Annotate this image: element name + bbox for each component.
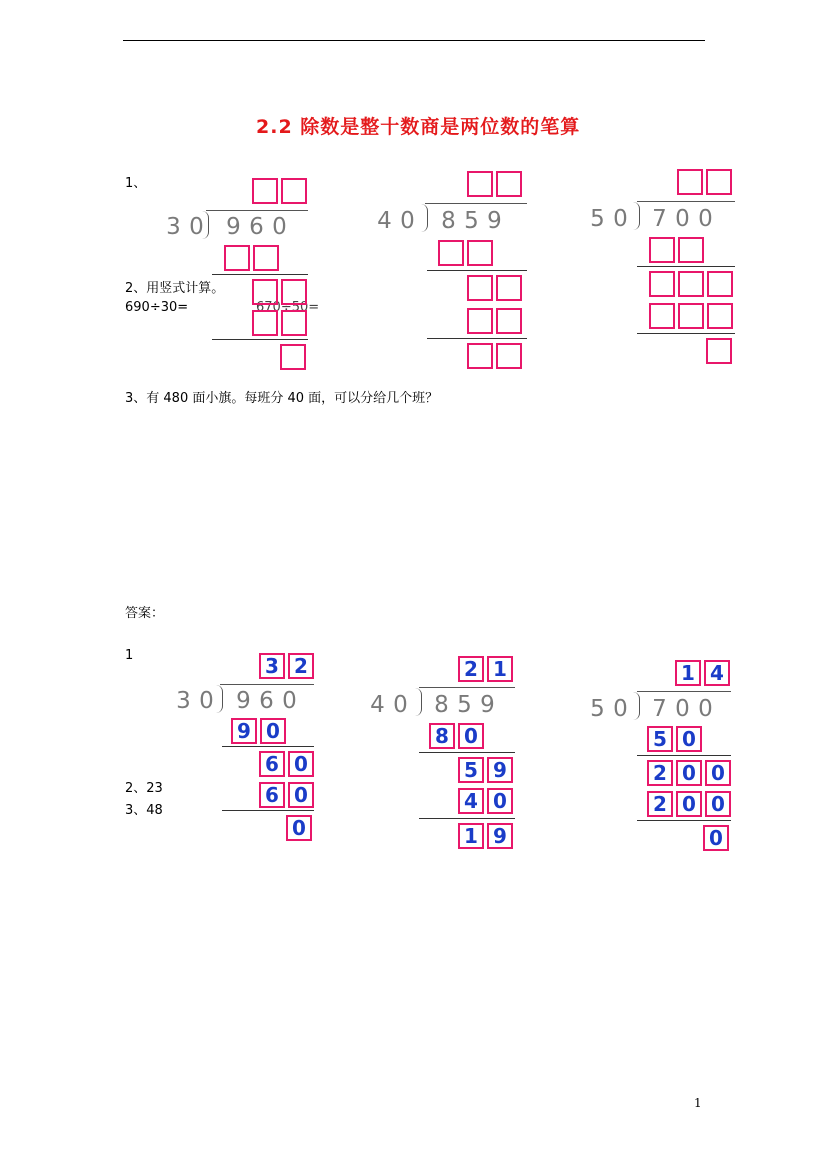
answer-digit: 2 [647, 760, 673, 786]
division-overline [637, 201, 735, 202]
answer-box[interactable] [280, 344, 306, 370]
division-bracket [202, 211, 209, 239]
division-bracket [633, 202, 640, 230]
subtraction-line [427, 270, 527, 271]
division-overline [637, 691, 731, 692]
divisor: 5 0 [590, 696, 628, 722]
answer-digit: 0 [260, 718, 286, 744]
divisor: 3 0 [176, 688, 214, 714]
answer-box[interactable] [467, 171, 493, 197]
answer-digit: 2 [458, 656, 484, 682]
q1-p2-step3-boxes [467, 308, 522, 334]
answer-digit: 6 [259, 751, 285, 777]
q1-p3-remainder-box [706, 338, 732, 364]
answer-digit: 2 [647, 791, 673, 817]
q1-p1-step3-boxes [252, 310, 307, 336]
answer-digit: 0 [458, 723, 484, 749]
answer-digit: 0 [288, 782, 314, 808]
answer-digit: 5 [458, 757, 484, 783]
question-3-text: 3、有 480 面小旗。每班分 40 面，可以分给几个班？ [125, 391, 439, 406]
a1-p3-step2 [647, 760, 731, 786]
a1-p2-remainder [458, 823, 513, 849]
answer-box[interactable] [467, 240, 493, 266]
answer-box[interactable] [438, 240, 464, 266]
division-bracket [421, 204, 428, 232]
a1-p1-quotient [259, 653, 314, 679]
answer-box[interactable] [281, 178, 307, 204]
q1-p3-step2-boxes [649, 271, 733, 297]
division-bracket [633, 692, 640, 720]
q1-p2-remainder-boxes [467, 343, 522, 369]
answer-digit: 0 [676, 760, 702, 786]
answer-digit: 9 [231, 718, 257, 744]
division-overline [206, 210, 308, 211]
answer-box[interactable] [252, 178, 278, 204]
answer-box[interactable] [707, 271, 733, 297]
q1-p3-step3-boxes [649, 303, 733, 329]
answer-2: 2、23 [125, 781, 163, 796]
answer-1-label: 1 [125, 648, 134, 663]
answer-box[interactable] [649, 237, 675, 263]
question-1-label: 1、 [125, 176, 147, 191]
answer-box[interactable] [649, 271, 675, 297]
answer-box[interactable] [252, 310, 278, 336]
question-2-expr-2: 670÷50= [256, 300, 320, 315]
answer-box[interactable] [496, 275, 522, 301]
a1-p1-step3 [259, 782, 314, 808]
question-2-expr-1: 690÷30= [125, 300, 189, 315]
subtraction-line [222, 746, 314, 747]
answer-digit: 0 [487, 788, 513, 814]
answer-box[interactable] [467, 343, 493, 369]
answer-box[interactable] [467, 308, 493, 334]
answer-digit: 0 [676, 726, 702, 752]
answer-box[interactable] [252, 279, 278, 305]
subtraction-line [637, 755, 731, 756]
answer-digit: 8 [429, 723, 455, 749]
a1-p3-quotient [675, 660, 730, 686]
a1-p3-remainder [703, 825, 729, 851]
answer-digit: 1 [675, 660, 701, 686]
dividend: 8 5 9 [441, 208, 502, 234]
answer-digit: 0 [705, 760, 731, 786]
question-2-label: 2、用竖式计算。 [125, 281, 225, 296]
divisor: 4 0 [377, 208, 415, 234]
header-rule [123, 40, 705, 41]
answer-digit: 4 [458, 788, 484, 814]
dividend: 7 0 0 [652, 206, 713, 232]
answer-box[interactable] [224, 245, 250, 271]
a1-p1-step2 [259, 751, 314, 777]
q1-p1-remainder-box [280, 344, 306, 370]
page-number: 1 [694, 1096, 702, 1110]
answer-3: 3、48 [125, 803, 163, 818]
divisor: 5 0 [590, 206, 628, 232]
subtraction-line [637, 333, 735, 334]
subtraction-line [637, 266, 735, 267]
answer-box[interactable] [677, 169, 703, 195]
answer-box[interactable] [253, 245, 279, 271]
answer-digit: 0 [676, 791, 702, 817]
answer-box[interactable] [281, 279, 307, 305]
answer-digit: 3 [259, 653, 285, 679]
division-overline [220, 684, 314, 685]
answer-digit: 1 [458, 823, 484, 849]
q1-p3-quotient-boxes [677, 169, 732, 195]
a1-p3-step1 [647, 726, 702, 752]
a1-p1-remainder [286, 815, 312, 841]
division-bracket [415, 688, 422, 716]
answer-digit: 0 [288, 751, 314, 777]
subtraction-line [212, 274, 308, 275]
dividend: 9 6 0 [226, 214, 287, 240]
a1-p2-step3 [458, 788, 513, 814]
subtraction-line [419, 752, 515, 753]
dividend: 9 6 0 [236, 688, 297, 714]
answer-digit: 9 [487, 757, 513, 783]
subtraction-line [212, 339, 308, 340]
subtraction-line [222, 810, 314, 811]
q1-p2-step2-boxes [467, 275, 522, 301]
answer-digit: 0 [703, 825, 729, 851]
answer-digit: 6 [259, 782, 285, 808]
division-overline [419, 687, 515, 688]
answer-box[interactable] [678, 237, 704, 263]
a1-p1-step1 [231, 718, 286, 744]
dividend: 8 5 9 [434, 692, 495, 718]
a1-p2-step2 [458, 757, 513, 783]
subtraction-line [419, 818, 515, 819]
answer-digit: 1 [487, 656, 513, 682]
q1-p3-step1-boxes [649, 237, 704, 263]
q1-p1-step2-boxes [252, 279, 307, 305]
answer-box[interactable] [496, 308, 522, 334]
division-bracket [216, 685, 223, 713]
q1-p1-step1-boxes [224, 245, 279, 271]
q1-p1-quotient-boxes [252, 178, 307, 204]
answer-box[interactable] [678, 303, 704, 329]
answers-heading: 答案： [125, 606, 165, 621]
subtraction-line [637, 820, 731, 821]
q1-p2-step1-boxes [438, 240, 493, 266]
q1-p2-quotient-boxes [467, 171, 522, 197]
division-overline [425, 203, 527, 204]
dividend: 7 0 0 [652, 696, 713, 722]
subtraction-line [427, 338, 527, 339]
answer-digit: 2 [288, 653, 314, 679]
page-title: 2.2 除数是整十数商是两位数的笔算 [256, 116, 581, 138]
answer-digit: 9 [487, 823, 513, 849]
divisor: 4 0 [370, 692, 408, 718]
a1-p2-step1 [429, 723, 484, 749]
divisor: 3 0 [166, 214, 204, 240]
answer-box[interactable] [496, 343, 522, 369]
answer-digit: 4 [704, 660, 730, 686]
answer-box[interactable] [281, 310, 307, 336]
answer-box[interactable] [706, 338, 732, 364]
a1-p3-step3 [647, 791, 731, 817]
answer-digit: 0 [705, 791, 731, 817]
answer-box[interactable] [707, 303, 733, 329]
answer-box[interactable] [678, 271, 704, 297]
answer-box[interactable] [467, 275, 493, 301]
answer-box[interactable] [496, 171, 522, 197]
answer-digit: 0 [286, 815, 312, 841]
a1-p2-quotient [458, 656, 513, 682]
answer-box[interactable] [649, 303, 675, 329]
answer-box[interactable] [706, 169, 732, 195]
answer-digit: 5 [647, 726, 673, 752]
